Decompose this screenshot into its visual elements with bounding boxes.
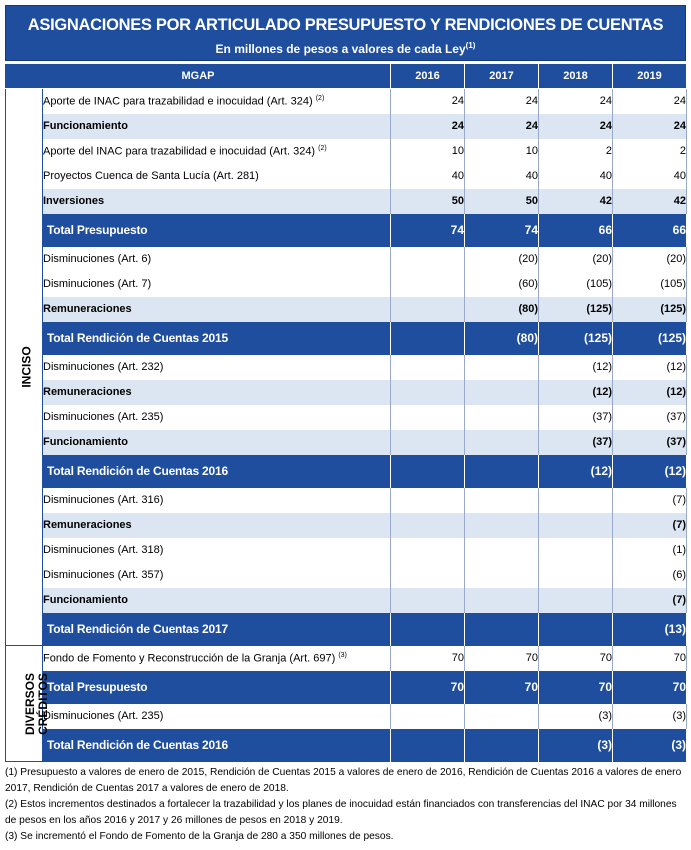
cell-2017 — [465, 355, 539, 380]
subtotal-row — [6, 513, 687, 538]
row-label: Remuneraciones — [43, 297, 391, 322]
header-year-2016: 2016 — [391, 64, 465, 89]
cell-2016: 70 — [391, 671, 465, 704]
row-label: Funcionamiento — [43, 114, 391, 139]
cell-2017: 70 — [465, 646, 539, 671]
table-row — [6, 538, 687, 563]
cell-2019: (7) — [613, 488, 687, 513]
header-year-2017: 2017 — [465, 64, 539, 89]
cell-2016 — [391, 613, 465, 646]
table-row — [6, 139, 687, 164]
cell-2016: 24 — [391, 89, 465, 114]
total-row — [6, 322, 687, 355]
row-label: Disminuciones (Art. 316) — [43, 488, 391, 513]
table-title: ASIGNACIONES POR ARTICULADO PRESUPUESTO Y RENDICIONES DE CUENTAS — [27, 16, 664, 34]
cell-2017 — [465, 563, 539, 588]
cell-2019: (3) — [613, 729, 687, 762]
cell-2017: 50 — [465, 189, 539, 214]
cell-2016 — [391, 563, 465, 588]
row-label: Funcionamiento — [43, 430, 391, 455]
row-label: Total Rendición de Cuentas 2016 — [43, 729, 391, 762]
table-row — [6, 272, 687, 297]
cell-2018: 24 — [539, 114, 613, 139]
cell-2017: (80) — [465, 297, 539, 322]
cell-2016 — [391, 272, 465, 297]
subtotal-row — [6, 114, 687, 139]
cell-2018: 2 — [539, 139, 613, 164]
row-label: Disminuciones (Art. 357) — [43, 563, 391, 588]
budget-table — [5, 63, 687, 762]
table-row — [6, 247, 687, 272]
total-row — [6, 729, 687, 762]
cell-2019: (105) — [613, 272, 687, 297]
table-row — [6, 488, 687, 513]
cell-2019: (12) — [613, 380, 687, 405]
subtitle-text: En millones de pesos a valores de cada Ley — [215, 42, 466, 56]
row-label: Total Rendición de Cuentas 2017 — [43, 613, 391, 646]
cell-2016: 70 — [391, 646, 465, 671]
cell-2016 — [391, 430, 465, 455]
cell-2019: 40 — [613, 164, 687, 189]
cell-2019: (7) — [613, 588, 687, 613]
cell-2017 — [465, 613, 539, 646]
footnote-ref: (2) — [315, 94, 325, 102]
cell-2019: (125) — [613, 297, 687, 322]
cell-2016 — [391, 488, 465, 513]
cell-2016 — [391, 513, 465, 538]
cell-2017 — [465, 704, 539, 729]
table-row — [6, 89, 687, 114]
cell-2018: (20) — [539, 247, 613, 272]
cell-2019: 24 — [613, 114, 687, 139]
cell-2017 — [465, 513, 539, 538]
table-subtitle — [6, 38, 685, 57]
cell-2016 — [391, 297, 465, 322]
footnote-2: (2) Estos incrementos destinados a fortalecer la trazabilidad y los planes de inocuidad están financiados con transferencias del INAC por 34 millones de pesos en los años 2016 y 2017 y 26 millones de pesos en 2018 y 2019. — [5, 799, 677, 826]
cell-2017: 40 — [465, 164, 539, 189]
footnote-ref: (2) — [318, 144, 327, 152]
cell-2018 — [539, 538, 613, 563]
subtotal-row — [6, 189, 687, 214]
row-label: Total Rendición de Cuentas 2015 — [43, 322, 391, 355]
table-row — [6, 405, 687, 430]
cell-2017 — [465, 538, 539, 563]
cell-2017 — [465, 588, 539, 613]
footnote-1: (1) Presupuesto a valores de enero de 2015, Rendición de Cuentas 2015 a valores de enero de 2016, Rendición de Cuentas 2016 a valores de enero 2017, Rendición de Cuentas 2017 a valores de enero de 2018. — [5, 767, 682, 794]
cell-2016 — [391, 455, 465, 488]
cell-2016 — [391, 588, 465, 613]
cell-2017 — [465, 455, 539, 488]
cell-2016 — [391, 355, 465, 380]
cell-2019: (37) — [613, 405, 687, 430]
row-label: Aporte de INAC para trazabilidad e inocuidad (Art. 324) $^{(2)}$ — [43, 89, 391, 114]
cell-2019: (7) — [613, 513, 687, 538]
cell-2018: (105) — [539, 272, 613, 297]
header-institution: MGAP — [6, 64, 391, 89]
total-row — [6, 455, 687, 488]
subtotal-row — [6, 588, 687, 613]
cell-2017 — [465, 488, 539, 513]
cell-2019: 66 — [613, 214, 687, 247]
row-label: Disminuciones (Art. 318) — [43, 538, 391, 563]
row-label: Disminuciones (Art. 7) — [43, 272, 391, 297]
cell-2018: (125) — [539, 297, 613, 322]
cell-2018: (37) — [539, 405, 613, 430]
row-label: Remuneraciones — [43, 513, 391, 538]
row-label: Disminuciones (Art. 232) — [43, 355, 391, 380]
cell-2019: (20) — [613, 247, 687, 272]
cell-2018: 66 — [539, 214, 613, 247]
cell-2019: (3) — [613, 704, 687, 729]
subtitle-footnote-ref: (1) — [465, 41, 476, 50]
cell-2019: (12) — [613, 355, 687, 380]
cell-2018: 70 — [539, 646, 613, 671]
cell-2017: (80) — [465, 322, 539, 355]
row-label: Proyectos Cuenca de Santa Lucía (Art. 281) — [43, 164, 391, 189]
row-label: Remuneraciones — [43, 380, 391, 405]
row-label: Disminuciones (Art. 6) — [43, 247, 391, 272]
cell-2018: 42 — [539, 189, 613, 214]
cell-2018: (3) — [539, 729, 613, 762]
cell-2018: (125) — [539, 322, 613, 355]
cell-2016 — [391, 405, 465, 430]
cell-2019: (1) — [613, 538, 687, 563]
cell-2017: 70 — [465, 671, 539, 704]
row-label: Funcionamiento — [43, 588, 391, 613]
cell-2016 — [391, 729, 465, 762]
subtotal-row — [6, 297, 687, 322]
cell-2019: (6) — [613, 563, 687, 588]
cell-2017 — [465, 729, 539, 762]
row-label: Total Presupuesto — [43, 671, 391, 704]
table-row — [6, 355, 687, 380]
header-row — [6, 64, 687, 89]
cell-2017 — [465, 380, 539, 405]
cell-2019: 2 — [613, 139, 687, 164]
header-year-2018: 2018 — [539, 64, 613, 89]
cell-2016 — [391, 704, 465, 729]
cell-2018: (37) — [539, 430, 613, 455]
row-label: Disminuciones (Art. 235) — [43, 405, 391, 430]
group-label-inciso: INCISO — [6, 89, 43, 646]
cell-2016 — [391, 380, 465, 405]
cell-2017: 24 — [465, 89, 539, 114]
cell-2016 — [391, 322, 465, 355]
cell-2018: (12) — [539, 455, 613, 488]
title-banner — [5, 5, 686, 61]
table-row — [6, 646, 687, 671]
cell-2016: 50 — [391, 189, 465, 214]
cell-2016: 10 — [391, 139, 465, 164]
row-label: Disminuciones (Art. 235) — [43, 704, 391, 729]
cell-2019: 24 — [613, 89, 687, 114]
table-row — [6, 704, 687, 729]
total-row — [6, 613, 687, 646]
cell-2019: (125) — [613, 322, 687, 355]
table-row — [6, 164, 687, 189]
table-row — [6, 563, 687, 588]
cell-2016: 40 — [391, 164, 465, 189]
total-row — [6, 214, 687, 247]
cell-2016: 24 — [391, 114, 465, 139]
group-label-diversos-creditos — [6, 646, 51, 762]
group-label-line: CRÉDITOS — [36, 672, 51, 735]
cell-2016 — [391, 247, 465, 272]
cell-2017 — [465, 405, 539, 430]
cell-2018: 24 — [539, 89, 613, 114]
cell-2018: (12) — [539, 355, 613, 380]
cell-2019: (12) — [613, 455, 687, 488]
cell-2019: 70 — [613, 646, 687, 671]
row-label: Aporte del INAC para trazabilidad e inocuidad (Art. 324) $^{(2)}$ — [43, 139, 391, 164]
header-year-2019: 2019 — [613, 64, 687, 89]
cell-2017: 10 — [465, 139, 539, 164]
cell-2017: 74 — [465, 214, 539, 247]
group-label-line: DIVERSOS — [23, 672, 38, 735]
cell-2017: (20) — [465, 247, 539, 272]
row-label: Total Rendición de Cuentas 2016 — [43, 455, 391, 488]
cell-2016 — [391, 538, 465, 563]
cell-2019: (37) — [613, 430, 687, 455]
footnotes — [5, 765, 686, 845]
cell-2019: 42 — [613, 189, 687, 214]
cell-2017: 24 — [465, 114, 539, 139]
total-row — [6, 671, 687, 704]
cell-2019: (13) — [613, 613, 687, 646]
cell-2018 — [539, 513, 613, 538]
cell-2018: (12) — [539, 380, 613, 405]
footnote-ref: (3) — [338, 651, 347, 659]
row-label: Fondo de Fomento y Reconstrucción de la Granja (Art. 697) $^{(3)}$ — [43, 646, 391, 671]
cell-2016: 74 — [391, 214, 465, 247]
row-label: Total Presupuesto — [43, 214, 391, 247]
footnote-3: (3) Se incrementó el Fondo de Fomento de la Granja de 280 a 350 millones de pesos. — [5, 831, 394, 842]
cell-2017: (60) — [465, 272, 539, 297]
cell-2018 — [539, 563, 613, 588]
cell-2018: (3) — [539, 704, 613, 729]
cell-2018 — [539, 488, 613, 513]
cell-2018: 70 — [539, 671, 613, 704]
cell-2017 — [465, 430, 539, 455]
cell-2018 — [539, 613, 613, 646]
cell-2019: 70 — [613, 671, 687, 704]
subtotal-row — [6, 430, 687, 455]
cell-2018: 40 — [539, 164, 613, 189]
subtotal-row — [6, 380, 687, 405]
row-label: Inversiones — [43, 189, 391, 214]
cell-2018 — [539, 588, 613, 613]
